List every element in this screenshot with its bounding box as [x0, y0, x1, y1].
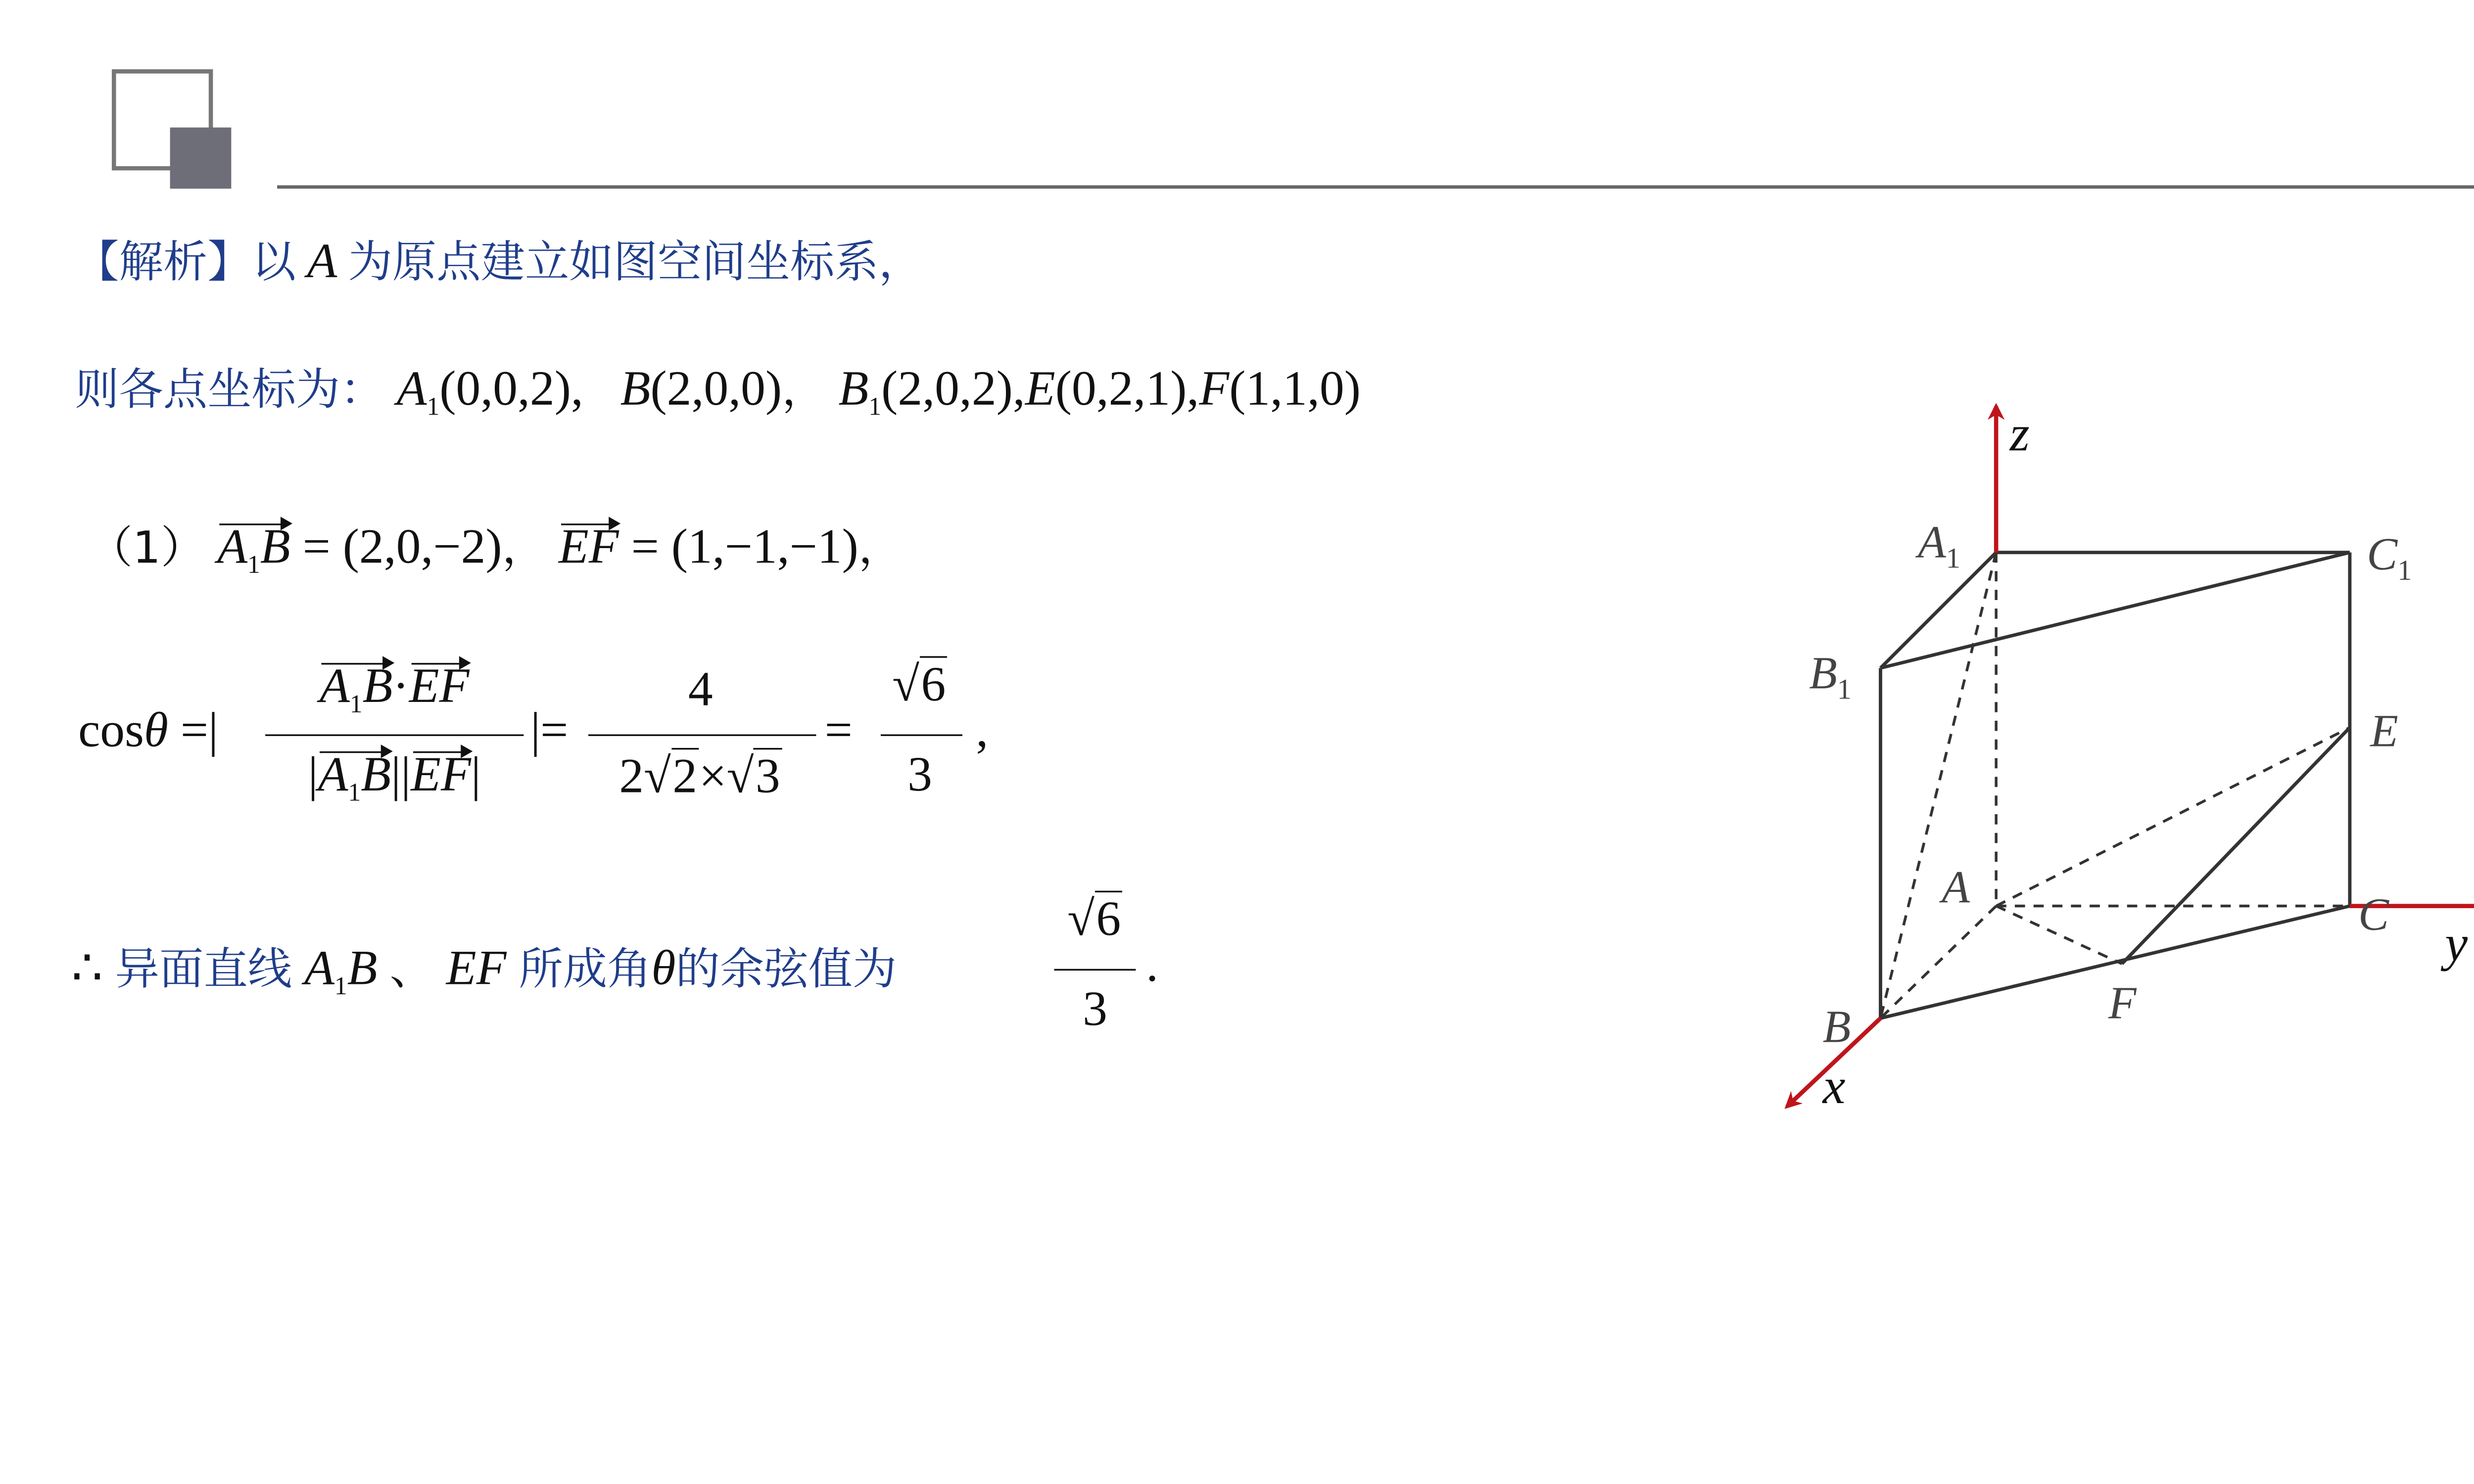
vector-a1b: $A_1B$ — [217, 520, 290, 582]
vector-ef: EF — [559, 520, 619, 576]
analysis-intro: 【解析】以 A 为原点建立如图空间坐标系， — [75, 234, 923, 289]
edge-ab-hidden — [1881, 906, 1997, 1019]
label-a1: $A_1$ — [1918, 517, 1961, 574]
slide: 【解析】以 A 为原点建立如图空间坐标系， 则各点坐标为： $A_1(0,0,2)$, B(2,0,0)， $B_1(2,0,2),E(0,2,1),F(1,1,0)$ （1） $A_1B = (2,0,-2)$， EF = (1,−1,−1)， cosθ =| $A_1B\cdot EF$ $|A_1B||EF|$ |= 4 2√ 2 ×√ 3 = √ 6 3 , ∴ 异面直线 $A_1B$ 、 EF 所成角θ的余弦值为 √ 6 3 . z y x $A_1$ $C_1$ $B_1$ E A C F B — [0, 0, 2474, 1484]
segment-ef — [2122, 728, 2350, 964]
label-y: y — [2445, 915, 2468, 972]
analysis-label: 【解析】 — [75, 238, 252, 289]
frac1-bar — [265, 734, 523, 736]
therefore-symbol: ∴ — [71, 941, 103, 996]
edge-a1b1 — [1881, 553, 1997, 668]
header-rule — [277, 186, 2474, 189]
origin-point: A — [307, 234, 337, 289]
label-b: B — [1822, 1001, 1851, 1053]
label-e: E — [2370, 705, 2398, 757]
frac1-numerator: $A_1B\cdot EF$ — [265, 659, 523, 721]
answer-numerator: √ 6 — [1051, 891, 1140, 949]
label-x: x — [1822, 1058, 1846, 1115]
answer-denominator: 3 — [1083, 982, 1107, 1037]
label-c1: $C_1$ — [2367, 529, 2412, 586]
segment-ae-hidden — [1996, 728, 2350, 906]
answer-bar — [1054, 969, 1136, 971]
segment-a1b-hidden — [1881, 553, 1997, 1019]
frac2-denominator: 2√ 2 ×√ 3 — [585, 748, 816, 806]
part-number: （1） — [88, 523, 205, 575]
label-f: F — [2108, 977, 2137, 1029]
frac1-denominator: $|A_1B||EF|$ — [255, 748, 534, 809]
prism-figure — [1751, 382, 2474, 1130]
label-a: A — [1942, 862, 1970, 913]
coordinates-line: 则各点坐标为： $A_1(0,0,2)$, B(2,0,0)， $B_1(2,0,2),E(0,2,1),F(1,1,0)$ — [75, 362, 1361, 422]
frac2-bar — [588, 734, 816, 736]
label-c: C — [2358, 889, 2389, 940]
frac3-numerator: √ 6 — [874, 656, 966, 714]
segment-af-hidden — [1996, 906, 2122, 964]
label-b1: $B_1$ — [1809, 648, 1852, 705]
frac3-denominator: 3 — [907, 747, 932, 802]
vectors-line: （1） $A_1B = (2,0,-2)$， EF = (1,−1,−1)， — [89, 513, 903, 581]
label-z: z — [2009, 405, 2030, 462]
overlapping-squares-icon — [102, 61, 245, 194]
frac3-bar — [881, 734, 962, 736]
frac2-numerator: 4 — [688, 663, 713, 718]
